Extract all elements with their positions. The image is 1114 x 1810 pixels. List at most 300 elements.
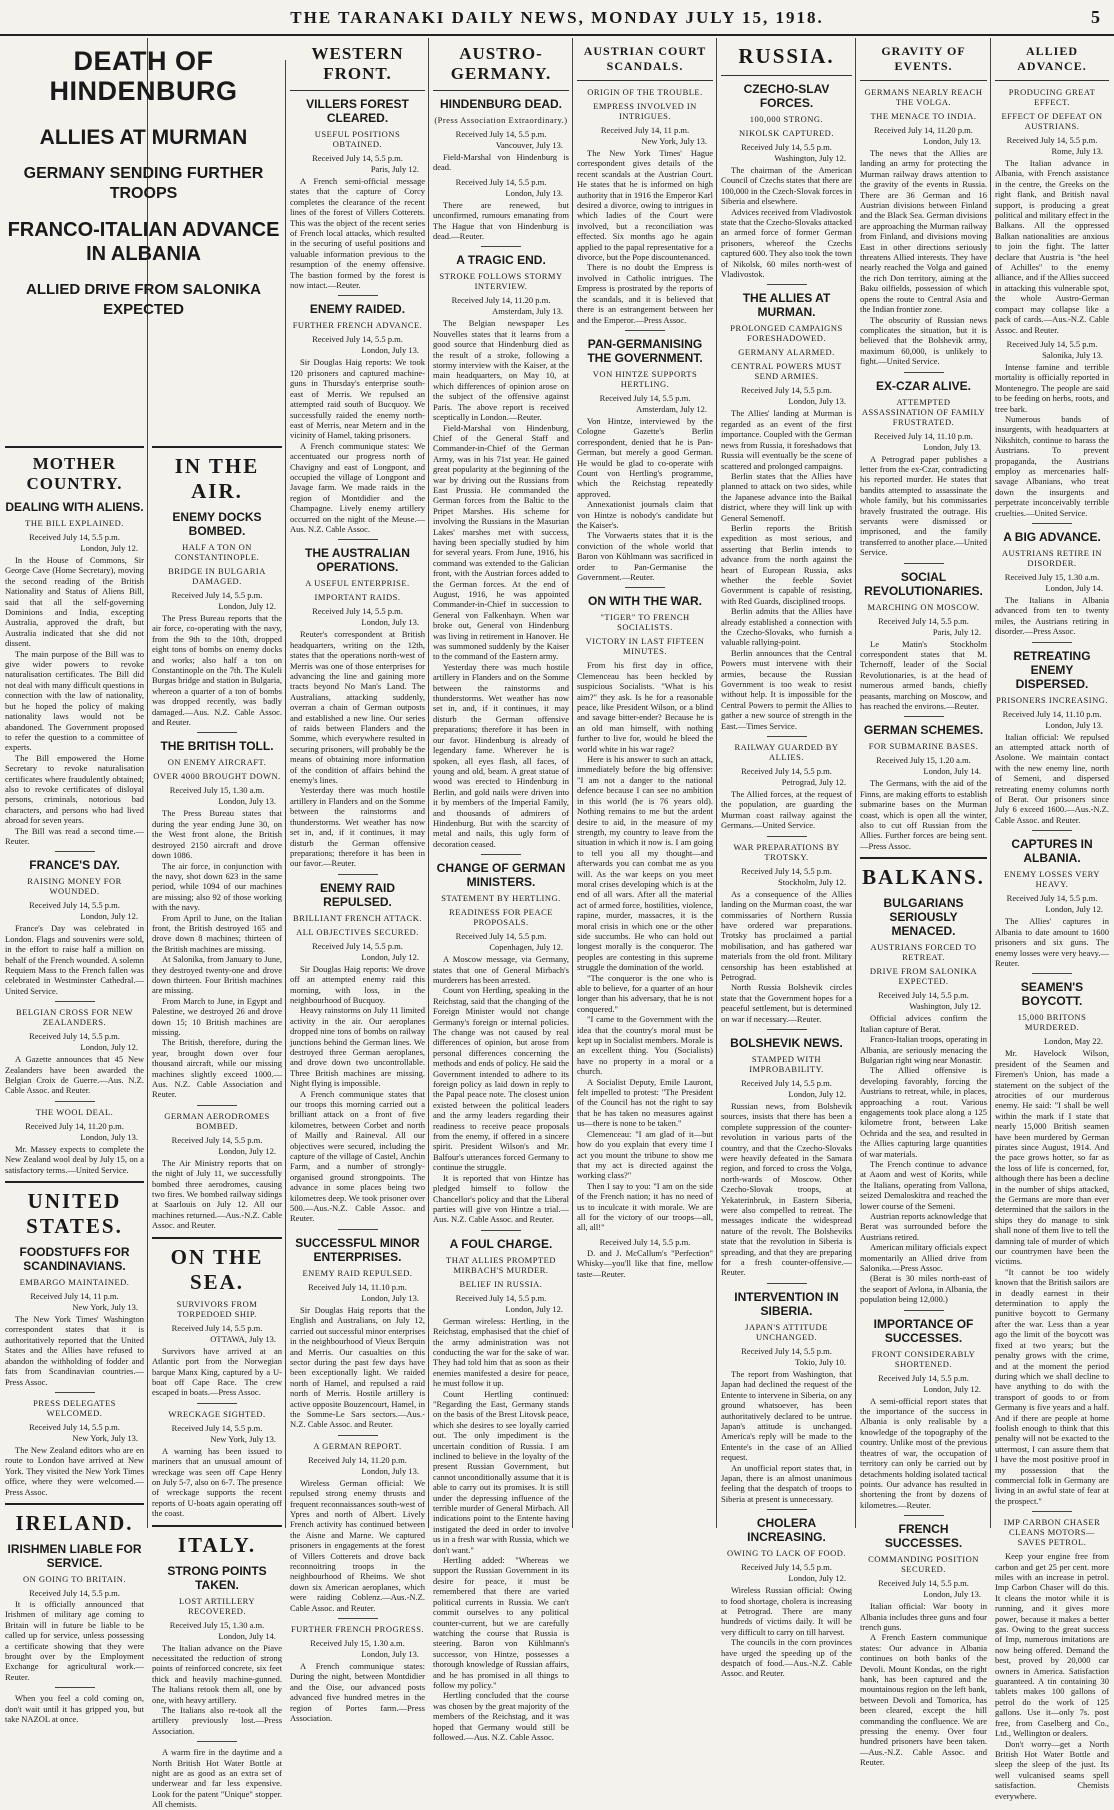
article-sub: CENTRAL POWERS MUST SEND ARMIES. — [731, 361, 842, 382]
article-sub: ENEMY LOSSES VERY HEAVY. — [1004, 869, 1100, 890]
article-head: CHOLERA INCREASING. — [747, 1516, 826, 1545]
received-line: Received July 14, 5.5 p.m. — [1006, 893, 1098, 904]
column-4 — [430, 38, 572, 1742]
dateline: Stockholm, July 12. — [777, 876, 846, 887]
paragraph: The Bill was read a second time.—Reuter. — [5, 825, 144, 846]
paragraph: The Italian advance in Albania, with French assistance in the centre, the Greeks on the right flank, and British naval support, is producing a great political and military effect in the Balkans. All the oppressed Balkan nationalities are anxious to join the fight. The latter declare that Austria is "the heel of Achilles" to the enemy alliance, and if the Allies succeed in attacking this vulnerable spot, the whole Austro-German compact may collapse like a pack of cards.—Aus.-N.Z. Cable Assoc. and Reuter. — [995, 158, 1109, 335]
article-sub: "TIGER" TO FRENCH SOCIALISTS. — [600, 612, 690, 633]
received-line: Received July 14, 5.5 p.m. — [312, 606, 403, 617]
paragraph: From April to June, on the Italian front, the British destroyed 165 and drove down 8 machines; thirteen of the British machines are missing. — [152, 912, 282, 954]
article-sub: LOST ARTILLERY RECOVERED. — [179, 1595, 255, 1616]
paragraph: Berlin admits that the Allies have already established a connection with the Czecho-Slovaks, who furnish a valuable rallying-point. — [721, 606, 852, 648]
article-sub: MARCHING ON MOSCOW. — [867, 601, 980, 612]
paragraph: The Bill empowered the Home Secretary to revoke naturalisation certificates where fraudulently obtained; also to revoke certificates of disloyal persons, criminals, notorious bad characters, and persons who had lived abroad for seven years. — [5, 752, 144, 826]
article-sub: THE MENACE TO INDIA. — [870, 111, 977, 121]
paragraph: Mr. Havelock Wilson, president of the Seamen and Firemen's Union, has made a statement on the subject of the atrocities of our murderous enemy. He said: "I shall be well within the mark if I state that nearly 15,000 British seamen have been murdered by German pirates since August, 1914. And the pace grows hotter, so far as the loss of life is concerned, for, although there has been a decline in the number of ships attacked, the Germans are more than ever determined that the sailors in the ships they do manage to sink shall none of them live to tell the damning tale of murder of which our countrymen have been the victims. — [995, 1048, 1109, 1267]
article-sub: ALL OBJECTIVES SECURED. — [296, 926, 419, 937]
received-line: Received July 15, 1.20 a.m. — [876, 755, 971, 766]
advertisement: D. and J. McCallum's "Perfection" Whisky—you'll like that fine, mellow taste—Reuter. — [577, 1247, 713, 1279]
article-sub: ON ENEMY AIRCRAFT. — [167, 757, 267, 768]
received-line: Received July 14, 5.5 p.m. — [171, 1134, 263, 1145]
column-3 — [287, 38, 428, 1724]
article-head: CHANGE OF GERMAN MINISTERS. — [436, 861, 566, 890]
paragraph: The main purpose of the Bill was to give wider powers to revoke naturalisation certificates. The Bill did not deal with many difficult questions in connection with the law of nationality, but he hoped the policy of making nationality laws would not be abandoned. The Government proposed to refer the question to a committee of experts. — [5, 648, 144, 753]
article-head: VILLERS FOREST CLEARED. — [306, 97, 409, 125]
column-rule — [990, 38, 991, 1528]
article-sub: (Press Association Extraordinary.) — [434, 115, 568, 125]
paragraph: Clemenceau: "I am glad of it—but how do you explain that every time I act you mount the tribune to show me that my act is directed against the working class?" — [577, 1128, 713, 1181]
paragraph: Italian official: War booty in Albania includes three guns and four trench guns. — [860, 1601, 987, 1632]
paragraph: Advices received from Vladivostok state that the Czecho-Slovaks attacked an armed force of former German prisoners, whereof the Czechs captured 600. They also took the town of Nikolsk, 60 miles north-west of Vladivostok. — [721, 206, 852, 280]
article-sub: SURVIVORS FROM TORPEDOED SHIP. — [176, 1298, 258, 1319]
paragraph: The news that the Allies are landing an army for protecting the Murman railway draws attention to the gravity of the events in Russia. There are 36 German and 16 Austrian divisions between Finland and the Black Sea. German divisions are approaching the Murman railway from Finland, and divisions moving East in other directions seriously threatens Allied interests. They have nearly reached the Volga and gained the rich Don territory, aiming at the Baku oilfields, possession of which opens the route to Central Asia and the Indian frontier zone. — [860, 148, 987, 315]
received-line: Received July 14, 11.10 p.m. — [1002, 708, 1102, 719]
paragraph: From March to June, in Egypt and Palestine, we destroyed 26 and drove down 15; 10 British machines are missing. — [152, 995, 282, 1037]
article-sub: PRESS DELEGATES WELCOMED. — [33, 1397, 116, 1418]
paragraph: There are renewed, but unconfirmed, rumours emanating from The Hague that von Hindenburg is dead.—Reuter. — [433, 199, 569, 242]
received-line: Received July 14, 5.5 p.m. — [455, 931, 547, 942]
received-line: Received July 14, 5.5 p.m. — [741, 1345, 832, 1356]
section-title: RUSSIA. — [738, 44, 835, 68]
column-1 — [2, 440, 147, 1724]
article-sub: STAMPED WITH IMPROBABILITY. — [749, 1053, 824, 1074]
paragraph: The Italian advance on the Piave necessitated the reduction of strong points of reinforced concrete, six feet thick and heavily machine-gunned. The Italians retook them all, one by one, with heavy artillery. — [152, 1642, 282, 1705]
dateline: London, July 13. — [788, 396, 846, 407]
advertisement: A warm fire in the daytime and a North British Hot Water Bottle at night are as good as an extra set of underwear and far less expensive. Look for the patent "Unique" stopper. All chemists. — [152, 1747, 282, 1810]
article-sub: DRIVE FROM SALONIKA EXPECTED. — [869, 966, 978, 987]
paragraph: It is officially announced that Irishmen of military age coming to Britain will in future be liable to be called up for service, unless possessing a certificate showing that they were brought over by the Employment Exchange for agricultural work.—Reuter. — [5, 1598, 144, 1682]
received-line: Received July 14, 5.5 p.m. — [1006, 338, 1098, 349]
article-sub: AUSTRIANS FORCED TO RETREAT. — [870, 942, 977, 963]
paragraph: Wireless Russian official: Owing to food shortage, cholera is increasing at Petrograd. There are many hundreds of victims daily. It will be very difficult to carry on till harvest. — [721, 1585, 852, 1637]
received-line: Received July 15, 1.30 a.m. — [169, 785, 265, 796]
dateline: London, July 13. — [361, 1465, 419, 1476]
paragraph: The New York Times' Washington correspondent states that it is authoritatively reported that the United States and the Allies have refused to abandon the withholding of fodder and fats from Scandinavian countries.—Press Assoc. — [5, 1314, 144, 1387]
paragraph: It is reported that von Hintze has pledged himself to follow the Chancellor's policy and that the Liberal parties will give von Hintze a trial.—Aus. N.Z. Cable Assoc. and Reuter. — [433, 1172, 569, 1225]
paragraph: Yesterday there was much hostile artillery in Flanders and on the Somme between the rainstorms and thunderstorms. Wet weather has now set in, and, if it continues, it may disturb the German offensive preparations; therefore it has been in our favor. Hindenburg is already of legendary fame. Wherever he is spoken, all eyes flash, all faces, of young and old, beam. A great statue of wood was erected to Hindenburg in Berlin, and gold nails were driven into it by members of the Imperial Family, and thousands of admirers of Hindenburg. But with the scarcity of metal and nails, this ugly form of decoration ceased. — [433, 661, 569, 849]
paragraph: The Allies' captures in Albania to date amount to 1600 prisoners and six guns. The enemy losses were very heavy.—Reuter. — [995, 916, 1109, 968]
received-line: Received July 14, 5.5 p.m. — [878, 1372, 969, 1383]
article-head: IRISHMEN LIABLE FOR SERVICE. — [7, 1541, 142, 1570]
received-line: Received July 15, 1.30 a.m. — [1004, 572, 1100, 582]
dateline: London, July 12. — [218, 601, 276, 611]
article-sub: GERMANS NEARLY REACH THE VOLGA. — [864, 87, 983, 107]
received-line: Received July 15, 1.30 a.m. — [310, 1638, 405, 1649]
dateline: London, July 12. — [361, 951, 419, 962]
headline-germany: GERMANY SENDING FURTHER TROOPS — [23, 165, 264, 202]
received-line: Received July 14, 5.5 p.m. — [741, 1077, 832, 1088]
received-line: Received July 14, 5.5 p.m. — [312, 334, 403, 345]
dateline: New York, July 13. — [210, 1433, 276, 1444]
received-line: Received July 14, 5.5 p.m. — [29, 900, 120, 911]
column-6 — [718, 38, 855, 1679]
paragraph: Yesterday there was much hostile artillery in Flanders and on the Somme between the rainstorms and thunderstorms. Wet weather has now set in, and, if it continues, it may disturb the German offensive preparations; therefore it has been in our favor.—Reuter. — [290, 785, 425, 869]
article-sub: EFFECT OF DEFEAT ON AUSTRIANS. — [1001, 111, 1103, 131]
dateline: London, July 12. — [1045, 904, 1103, 915]
dateline: London, July 12. — [80, 1042, 138, 1053]
paragraph: Berlin announces that the Central Powers must intervene with their armies, because the Russian Government is too weak to resist without help. It is impossible for the Central Powers to permit the Allies to gather a new source of strength in the East.—Times Service. — [721, 647, 852, 731]
dateline: London, July 13. — [923, 136, 981, 146]
paragraph: The Italians also re-took all the artillery previously lost.—Press Association. — [152, 1705, 282, 1736]
article-sub: GERMANY ALARMED. — [738, 347, 835, 358]
paragraph: Mr. Massey expects to complete the New Zealand wool deal by July 15, on a satisfactory terms.—United Service. — [5, 1143, 144, 1175]
article-sub: ENEMY RAID REPULSED. — [302, 1267, 413, 1278]
article-sub: VON HINTZE SUPPORTS HERTLING. — [592, 368, 698, 389]
headline-salonika: ALLIED DRIVE FROM SALONIKA EXPECTED — [26, 281, 261, 318]
received-line: Received July 14, 11 p.m. — [600, 125, 690, 135]
column-rule — [572, 38, 573, 1528]
received-line: Received July 14, 5.5 p.m. — [171, 590, 263, 600]
paragraph: Hertling concluded that the course was chosen by the great majority of the members of the Reichstag, and it was hoped that Germany would still be followed.—Aus. N.Z. Cable Assoc. — [433, 1690, 569, 1742]
paragraph: Sir Douglas Haig reports: We drove off an attempted enemy raid this morning, with loss, in the neighbourhood of Bucquoy. — [290, 963, 425, 1005]
paragraph: "I came to the Government with the idea that the country's moral must be kept up in Socialist members. Morale is an excellent thing. You (Socialists) have no property in a moral or a church. — [577, 1014, 713, 1077]
dateline: Vancouver, July 13. — [495, 140, 563, 150]
paragraph: There is no doubt the Empress is involved in Catholic intrigues. The Empress is prostrated by the reports of the scandals, and it is believed that there is an estrangement between her and the Emperor.—Press Assoc. — [577, 262, 713, 325]
dateline: London, July 12. — [923, 1383, 981, 1394]
article-head: DEALING WITH ALIENS. — [5, 500, 144, 514]
paragraph: Heavy rainstorms on July 11 limited activity in the air. Our aeroplanes dropped nine tons of bombs on railway junctions behind the German lines. We destroyed three German aeroplanes, and drove down two uncontrollable. Three British machines are missing. Night flying is impossible. — [290, 1005, 425, 1089]
received-line: Received July 14, 5.5 p.m. — [312, 153, 403, 163]
article-head: STRONG POINTS TAKEN. — [167, 1563, 267, 1592]
article-head: THE AUSTRALIAN OPERATIONS. — [305, 546, 410, 575]
article-head: IMPORTANCE OF SUCCESSES. — [873, 1316, 974, 1345]
received-line: Received July 14, 11.20 p.m. — [451, 295, 551, 306]
advertisement: When you feel a cold coming on, don't wait until it has gripped you, but take NAZOL at once. — [5, 1693, 144, 1724]
masthead — [0, 0, 1114, 36]
article-head: ENEMY RAIDED. — [309, 302, 406, 317]
article-sub: ON GOING TO BRITAIN. — [23, 1573, 126, 1584]
received-line: Received July 14, 5.5 p.m. — [741, 385, 832, 396]
paragraph: The New Zealand editors who are en route to London have arrived at New York. They visited the New York Times office, where they were welcomed.—Press Assoc. — [5, 1444, 144, 1497]
dateline: London, July 13. — [80, 1131, 138, 1142]
paragraph: (Berat is 30 miles north-east of the seaport of Avlona, in Albania, the population being 12,000.) — [860, 1273, 987, 1305]
advertisement: Don't worry—get a North British Hot Water Bottle and sleep the sleep of the just. Its well vulcanised seams spell satisfaction. Chemists everywhere. — [995, 1738, 1109, 1801]
paragraph: A Socialist Deputy, Emile Lauront, felt impelled to protest: "The President of the Council has not the right to say that he has taken no measures against us—there is none to be taken." — [577, 1076, 713, 1129]
article-sub: EMBARGO MAINTAINED. — [19, 1277, 130, 1288]
article-sub: 100,000 STRONG. — [749, 114, 824, 124]
article-sub: WRECKAGE SIGHTED. — [168, 1408, 266, 1419]
article-head: HINDENBURG DEAD. — [439, 97, 562, 111]
paragraph: Count von Hertling, speaking in the Reichstag, said that the changing of the Foreign Minister would not change Germany's foreign or internal policies. The change was not caused by real differences of opinion, but arose from personal differences concerning the methods and ends of policy. He said the Government intended to adhere to its foreign policy as laid down in reply to the Papal peace note. The closest union existed between the political leaders and the army leaders regarding their readiness to receive peace proposals from the enemy, if offered in a sincere spirit. President Wilson's and Mr. Balfour's utterances forced Germany to continue the struggle. — [433, 985, 569, 1173]
paragraph: German wireless: Hertling, in the Reichstag, emphasised that the chief of the army administration was not conducting the war for the sake of war. They had told him that as soon as their enemies manifested a desire for peace, he must follow it up. — [433, 1315, 569, 1389]
received-line: Received July 14, 11.20 p.m. — [25, 1120, 124, 1131]
paragraph: "It cannot be too widely known that the British sailors are in deadly earnest in their determination to apply the punitive boycott to Germany after the war. Less than a year ago the limit of the boycott was fixed at two years; but the penalty grows with the crime, and at the moment the period during which we shall decline to have anything to do with the transport of goods to or from Germany is five years and a half. And if there are people at home foolish enough to think that this penalty will not be exacted to the uttermost, I can assure them that I have the most positive proof in my possession that the commercial folk in Germany are living in an awful state of fear at the prospect." — [995, 1266, 1109, 1506]
article-sub: OVER 4000 BROUGHT DOWN. — [153, 771, 281, 782]
article-sub: COMMANDING POSITION SECURED. — [868, 1554, 979, 1575]
dateline: Tokio, July 10. — [795, 1356, 846, 1367]
article-sub: RAISING MONEY FOR WOUNDED. — [27, 876, 122, 897]
dateline: London, July 13. — [505, 187, 563, 198]
dateline: OTTAWA, July 13. — [210, 1333, 276, 1344]
article-sub: HALF A TON ON CONSTANTINOPLE. — [174, 542, 260, 562]
column-8 — [992, 38, 1112, 1801]
dateline: Rome, July 13. — [1051, 146, 1103, 156]
received-line: Received July 14, 11.10 p.m. — [308, 1281, 407, 1292]
article-head: CAPTURES IN ALBANIA. — [1011, 837, 1093, 866]
received-line: Received July 14, 5.5 p.m. — [29, 1587, 120, 1598]
paragraph: Here is his answer to such an attack, immediately before the big offensive: "I am not a danger to the national defence because I can see no ambition in this world (he is 76 years old). Nothing remains to me but the ardent desire to aid, in the measure of my strength, my country to leave from the situation in which it now is. I am going to tell you all my thought—and afterwards you can combat me as you will. As the war keeps on you meet moral crises developing which is at the end of all wars. After all the material act of armed force, hostilities, violence, rapine, murder, massacres, it is the moral crisis in which one or the other side succumbs. He who can hold out longest morally is the conqueror. The peoples are contesting in this supreme struggle the domination of the world. — [577, 754, 713, 973]
paragraph: The report from Washington, that Japan had declined the request of the Entente to intervene in Siberia, on any ground whatsoever, has been authoritatively declared to be untrue. Japan's attitude is unchanged. America's reply will be made to the Entente's in the case of an Allied request. — [721, 1368, 852, 1463]
section-title: AUSTRO-GERMANY. — [450, 44, 552, 83]
column-7 — [857, 38, 990, 1768]
paragraph: A Moscow message, via Germany, states that one of General Mirbach's murderers has been arrested. — [433, 954, 569, 985]
received-line: Received July 14, 5.5 p.m. — [599, 392, 691, 403]
article-head: THE ALLIES AT MURMAN. — [742, 291, 831, 320]
received-line: Received July 14, 5.5 p.m. — [455, 129, 547, 139]
paragraph: Von Hintze, interviewed by the Cologne Gazette's Berlin correspondent, denied that he is Pan-German, but merely a good German. He would be glad to co-operate with Count von Hertling's programme, which the Reichstag repeatedly approved. — [577, 415, 713, 499]
paragraph: A French semi-official message states that the capture of Corcy completes the clearance of the recent lines of the forest of Villers Cotterets. This was the object of the recent series of French local attacks, which resulted in the securing of useful positions and valuable information previous to the resumption of the enemy offensive. The bastion formed by the forest is now intact.—Reuter. — [290, 176, 425, 291]
dateline: London, July 13. — [361, 617, 419, 628]
paragraph: Wireless German official: We repulsed strong enemy thrusts and frequent reconnaissances south-west of Ypres and north of Albert. Lively French activity has continued between the Aisne and Marne. We captured prisoners in engagements at the forest of Villers Cotterets and drove back reconnoitring troops in the neighbourhood of Rheims. We shot down six American aeroplanes, which were raiding Coblenz.—Aus.-N.Z. Cable Assoc. and Reuter. — [290, 1477, 425, 1613]
article-head: BULGARIANS SERIOUSLY MENACED. — [883, 896, 964, 939]
paragraph: The councils in the corn provinces have urged the speeding up of the despatch of food.—Aus.-N.Z. Cable Assoc. and Reuter. — [721, 1637, 852, 1679]
article-sub: THE BILL EXPLAINED. — [25, 518, 124, 528]
dateline: London, July 12. — [80, 911, 138, 922]
paragraph: Sir Douglas Haig reports: We took 120 prisoners and captured machine-guns in Thursday's enterprise south-east of Merris. We repulsed an attempted raid south of Bucquoy. We successfully raided the enemy north-east of Merris, near Metern and in the vicinity of Hamel, taking prisoners. — [290, 357, 425, 441]
received-line: Received July 14, 5.5 p.m. — [878, 1578, 969, 1589]
dateline: London, May 22. — [1043, 1036, 1103, 1047]
article-head: A TRAGIC END. — [456, 253, 546, 268]
paragraph: At Salonika, from January to June, they destroyed twenty-one and drove down thirteen. Four British machines are missing. — [152, 954, 282, 996]
article-sub: FURTHER FRENCH ADVANCE. — [292, 320, 423, 331]
paragraph: Franco-Italian troops, operating in Albania, are seriously menacing the Bulgarian right wing near Monastir. — [860, 1034, 987, 1065]
dateline: Washington, July 12. — [774, 153, 846, 163]
article-head: FRANCE'S DAY. — [29, 858, 120, 873]
dateline: Paris, July 12. — [370, 164, 419, 174]
article-head: ENEMY DOCKS BOMBED. — [172, 510, 262, 538]
article-head: ON WITH THE WAR. — [588, 594, 702, 609]
paragraph: American military officials expect momentarily an Allied drive from Salonika.—Press Assoc. — [860, 1242, 987, 1274]
paragraph: The Press Bureau states that during the year ending June 30, on the West front alone, the British destroyed 2150 aircraft and drove down 1086. — [152, 808, 282, 861]
paragraph: Count Hertling continued: "Regarding the East, Germany stands on the basis of the Brest Litovsk peace, which she desires to see loyally carried out. The only impediment is the uncertain condition of Russia. I am inclined to believe in the loyalty of the present Russian Government, but cannot unconditionally assume that it is able to carry out its promises. It is still under the depressing influence of the terrible murder of General Mirbach. All indications point to the Entente having instigated the deed in order to involve us in a fresh war with Russia, which we don't want." — [433, 1388, 569, 1555]
page-number: 5 — [1091, 7, 1100, 27]
paragraph: The Air Ministry reports that on the night of July 11, we successfully bombed three aerodromes, causing two fires. We bombed railway sidings at Saarlouis on July 12. All our machines returned.—Aus.-N.Z. Cable Assoc. and Reuter. — [152, 1157, 282, 1231]
dateline: Petrograd, July 12. — [781, 777, 846, 788]
article-head: SEAMEN'S BOYCOTT. — [1020, 980, 1084, 1009]
article-sub: READINESS FOR PEACE PROPOSALS. — [449, 907, 553, 928]
dateline: London, July 13. — [361, 345, 419, 356]
article-head: THE BRITISH TOLL. — [160, 739, 274, 754]
paragraph: The obscurity of Russian news complicates the situation, but it is believed that the Bolshevik army, maximum 60,000, is unlikely to fight.—United Service. — [860, 314, 987, 367]
dateline: London, July 12. — [788, 1573, 846, 1584]
dateline: New York, July 13. — [72, 1432, 138, 1443]
received-line: Received July 14, 5.5 p.m. — [878, 990, 969, 1001]
article-sub: PRISONERS INCREASING. — [995, 694, 1109, 705]
paragraph: In the House of Commons, Sir George Cave (Home Secretary), moving the second reading of the British Nationality and Status of Aliens Bill, said that all the self-governing Dominions and India, excepting Australia, approved the draft, but Australia indicated that she did not dissent. — [5, 555, 144, 649]
column-rule — [855, 38, 856, 1528]
paragraph: As a consequence of the Allies landing on the Murman coast, the war commissaries of Northern Russia have ordered war preparations. Trotsky has proclaimed a partial mobilisation, and has gathered war materials from the old front. Military censorship has been established at Petrograd. — [721, 888, 852, 982]
received-line: Received July 14, 11 p.m. — [30, 1291, 119, 1302]
paragraph: Italian official: We repulsed an attempted attack north of Asolone. We maintain contact with the new enemy line, north of Semeni, and dispersed retreating enemy columns north of Berat. Our prisoners since July 6 exceed 1600.—Aus.-N.Z. Cable Assoc. and Reuter. — [995, 731, 1109, 825]
paragraph: The Germans, with the aid of the Finns, are making efforts to establish submarine bases on the Murman coast, which is open all the winter, also to cut off Russian from the Allies. Further forces are being sent.—Press Assoc. — [860, 778, 987, 851]
received-line: Received July 14, 5.5 p.m. — [878, 615, 969, 626]
article-sub: BRIDGE IN BULGARIA DAMAGED. — [168, 566, 266, 586]
article-sub: FRONT CONSIDERABLY SHORTENED. — [871, 1348, 976, 1369]
article-sub: STATEMENT BY HERTLING. — [441, 893, 561, 904]
paragraph: The air force, in conjunction with the navy, shot down 623 in the same period, while 1094 of our machines are missing; also 92 of those working with the navy. — [152, 860, 282, 913]
paragraph: Berlin states that the Allies have planned to attack on two sides, while the Japanese advance into the Baikal district, where they will link up with General Semenoff. — [721, 470, 852, 523]
column-rule — [716, 38, 717, 1528]
article-sub: USEFUL POSITIONS OBTAINED. — [314, 129, 401, 149]
paragraph: Austrian reports acknowledge that Berat was surrounded before the Austrians retired. — [860, 1211, 987, 1242]
article-head: PAN-GERMANISING THE GOVERNMENT. — [587, 336, 703, 365]
article-sub: FURTHER FRENCH PROGRESS. — [290, 1624, 425, 1635]
paragraph: Russian news, from Bolshevik sources, insists that there has been a complete suppression of the counter-revolution in various parts of the country, and that the Czecho-Slovaks were heavily defeated in the Samara region, and forced to cross the Volga, north-wards of Moscow. Other Czecho-Slovak troops, at Yekaterinbruk, in Eastern Siberia, were also compelled to retreat. The messages indicate the widespread nature of the revolt. The Bolsheviks state that the revolution in Siberia is spreading, and that they are preparing for a fresh counter-offensive.—Reuter. — [721, 1100, 852, 1278]
paragraph: Berlin reports the British expedition as most serious, and asserting that Berlin intends to advance from the north against the heart of European Russia, asks whether the feeble Soviet Government is capable of resisting, with Red Guards, disciplined troops. — [721, 522, 852, 606]
dateline: London, July 12. — [788, 1088, 846, 1099]
received-line: Received July 14, 5.5 p.m. — [599, 1236, 691, 1247]
received-line: Received July 14, 5.5 p.m. — [29, 532, 120, 542]
dateline: London, July 13. — [923, 1589, 981, 1600]
paragraph: A French communique states: We accentuated our progress north of Chavigny and east of Longpont, and occupied the village of Longpont and Javage farm. We made raids in the region of Montdidier and the Champagne. Lively enemy artillery occurred on the night of the Meuse.—Aus. N.Z. Cable Assoc. — [290, 440, 425, 534]
paragraph: Then I say to you: "I am on the side of the French nation; it has no need of us to inculcate it with morale. We are all for the victory of our troops—all, all, all!" — [577, 1180, 713, 1233]
paragraph: A French communique states that our troops this morning carried out a brilliant attack on a front of five kilometres, between Corbet and north of Mailly and Raineval. All our objectives were secured, including the capture of the village of Castel, Anchin Farm, and a number of strongly-organised ground strongpoints. The advance in some places being two kilometres deep. We took prisoner over 500.—Aus.-N.Z. Cable Assoc. and Reuter. — [290, 1088, 425, 1224]
article-sub: PRODUCING GREAT EFFECT. — [1008, 87, 1096, 107]
paragraph: The Press Bureau reports that the air force, co-operating with the navy, from the 9th to the 10th, dropped eight tons of bombs on enemy docks and works; also half a ton on Constantinople on the 7th. The Kuleli Burgas bridge and station in Bulgaria, whereon a quarter of a ton of bombs was dropped recently, was badly damaged.—Aus. N.Z. Cable Assoc. and Reuter. — [152, 613, 282, 728]
dateline: New York, July 13. — [641, 136, 707, 146]
received-line: Received July 14, 5.5 p.m. — [741, 766, 832, 777]
paragraph: The chairman of the American Council of Czechs states that there are 100,000 in the Czech-Slovak forces in Siberia and elsewhere. — [721, 165, 852, 207]
received-line: Received July 14, 5.5 p.m. — [29, 1421, 120, 1432]
article-head: CZECHO-SLAV FORCES. — [743, 82, 830, 110]
paragraph: The Allies' landing at Murman is regarded as an event of the first importance. Coupled with the German news from Russia, it foreshadows that Russia will eventually be the scene of scattered and prolonged campaigns. — [721, 408, 852, 471]
article-head: A BIG ADVANCE. — [1003, 530, 1101, 544]
article-sub: FOR SUBMARINE BASES. — [868, 741, 979, 752]
article-sub: WAR PREPARATIONS BY TROTSKY. — [733, 841, 840, 862]
dateline: London, July 14. — [923, 766, 981, 777]
received-line: Received July 14, 5.5 p.m. — [741, 1562, 832, 1573]
article-sub: IMPORTANT RAIDS. — [314, 592, 401, 603]
article-sub: A USEFUL ENTERPRISE. — [305, 578, 410, 589]
dateline: Copenhagen, July 12. — [489, 942, 563, 953]
article-sub: THAT ALLIES PROMPTED MIRBACH'S MURDER. — [446, 1254, 556, 1275]
paragraph: The New York Times' Hague correspondent gives details of the recent scandals at the Austrian Court. He states that he is informed on high authority that in 1916 the Emperor Karl desired a divorce, owing to intrigues in which ladies of the Court were involved, but a reconciliation was effected. Six months ago he again applied to the papal representative for a divorce, but the Pope discountenanced. — [577, 148, 713, 263]
section-title: MOTHER COUNTRY. — [26, 454, 123, 493]
article-sub: VICTORY IN LAST FIFTEEN MINUTES. — [585, 636, 705, 657]
article-head: INTERVENTION IN SIBERIA. — [734, 1289, 839, 1318]
article-sub: BELIEF IN RUSSIA. — [459, 1278, 543, 1289]
paragraph: A Gazette announces that 45 New Zealanders have been awarded the Belgian Croix de Guerre.—Aus. N.Z. Cable Assoc. and Reuter. — [5, 1054, 144, 1096]
section-title: AUSTRIAN COURT SCANDALS. — [583, 44, 707, 73]
article-sub: PROLONGED CAMPAIGNS FORESHADOWED. — [730, 323, 843, 344]
paragraph: Reuter's correspondent at British headquarters, writing on the 12th, states that the operations north-west of Merris was one of those enterprises for advancing the line and gaining more tracts beyond No Man's Land. The Australians, attacking suddenly, overran a chain of German outposts and established a new line. Our series of raids between Flanders and the Somme, which everywhere resulted in securing prisoners, will probably be the means of obtaining more information of the condition of affairs behind the enemy's lines. — [290, 629, 425, 786]
article-sub: THE WOOL DEAL. — [35, 1106, 114, 1117]
article-sub: RAILWAY GUARDED BY ALLIES. — [734, 742, 839, 763]
dateline: New York, July 13. — [72, 1302, 138, 1313]
paragraph: A French communique states: During the night, between Montdidier and the Oise, our advanced posts advanced five hundred metres in the region of Portes farm.—Press Association. — [290, 1661, 425, 1724]
paragraph: The British, therefore, during the year, brought down over four thousand aircraft, while our missing machines slightly exceed 1000.—Aus. N.Z. Cable Association and Reuter. — [152, 1037, 282, 1100]
article-head: GERMAN SCHEMES. — [863, 723, 984, 738]
received-line: Received July 14, 5.5 p.m. — [171, 1422, 263, 1433]
column-rule — [428, 38, 429, 1528]
received-line: Received July 14, 11.20 p.m. — [874, 125, 973, 135]
section-title: WESTERN FRONT. — [311, 44, 404, 83]
section-title: IN THE AIR. — [174, 454, 260, 503]
article-sub: OWING TO LACK OF FOOD. — [726, 1548, 847, 1559]
dateline: London, July 13. — [923, 441, 981, 452]
paragraph: Annexationist journals claim that von Hintze is nobody's candidate but the Kaiser's. — [577, 499, 713, 530]
article-sub: GERMAN AERODROMES BOMBED. — [164, 1110, 270, 1131]
paragraph: France's Day was celebrated in London. Flags and souvenirs were sold, in the effort to raise half a million on behalf of the French wounded. A solemn Requiem Mass to the French fallen was celebrated in Westminster Cathedral.—United Service. — [5, 923, 144, 996]
article-sub: 15,000 BRITONS MURDERED. — [1017, 1012, 1087, 1033]
paragraph: A semi-official report states that the importance of the success in Albania is only realisable by a knowledge of the topography of the country. Unlike most of the previous theatres of war, the occupation of territory can only be carried out by detachments holding isolated tactical points. Our advance has resulted in shortening the front by dozens of kilometres.—Reuter. — [860, 1395, 987, 1510]
headline-albania: FRANCO-ITALIAN ADVANCE IN ALBANIA — [7, 219, 280, 265]
paragraph: Le Matin's Stockholm correspondent states that M. Tchernoff, leader of the Social Revolutionaries, is at the head of numerous armed bands, chiefly peasants, marching on Moscow, and has reached the environs.—Reuter. — [860, 638, 987, 712]
article-head: BOLSHEVIK NEWS. — [730, 1035, 843, 1050]
dateline: London, July 12. — [505, 1303, 563, 1314]
section-title: UNITED STATES. — [26, 1189, 123, 1239]
section-title: BALKANS. — [862, 865, 985, 890]
paragraph: An unofficial report states that, in Japan, there is an almost unanimous feeling that the despatch of troops to Siberia at present is unnecessary. — [721, 1462, 852, 1504]
article-sub: BELGIAN CROSS FOR NEW ZEALANDERS. — [16, 1007, 133, 1028]
article-sub: ORIGIN OF THE TROUBLE. — [587, 87, 703, 97]
received-line: Received July 14, 5.5 p.m. — [312, 940, 403, 951]
received-line: Received July 14, 11.20 p.m. — [308, 1454, 407, 1465]
paragraph: "The conqueror is the one who is able to believe, for a quarter of an hour longer than his adversary, that he is not conquered." — [577, 972, 713, 1014]
headline-block — [2, 38, 285, 450]
received-line: Received July 15, 1.30 a.m. — [169, 1619, 265, 1630]
article-sub: A GERMAN REPORT. — [313, 1440, 402, 1451]
banner-headline: DEATH OF HINDENBURG — [49, 46, 238, 106]
article-sub: ATTEMPTED ASSASSINATION OF FAMILY FRUSTRATED. — [861, 396, 986, 427]
dateline: London, July 13. — [218, 796, 276, 807]
dateline: London, July 12. — [218, 1145, 276, 1156]
received-line: Received July 14, 5.5 p.m. — [455, 1292, 547, 1303]
article-head: FRENCH SUCCESSES. — [884, 1522, 963, 1551]
dateline: London, July 14. — [1045, 583, 1103, 593]
article-sub: JAPAN'S ATTITUDE UNCHANGED. — [745, 1321, 828, 1342]
paragraph: Sir Douglas Haig reports that the English and Australians, on July 12, carried out successful minor enterprises in the neighbourhood of Vieux Berquin and Merris. Our casualties on this sector during the past few days have been exceptionally light. We raided north of Hamel, and repulsed a raid north of Merris. Hostile artillery is active opposite Bouzencourt, Hamel, in the Somme-Le Sars sectors.—Aus.-N.Z. Cable Assoc. and Reuter. — [290, 1304, 426, 1430]
article-head: EX-CZAR ALIVE. — [876, 378, 971, 393]
article-head: FOODSTUFFS FOR SCANDINAVIANS. — [19, 1245, 130, 1274]
article-head: ENEMY RAID REPULSED. — [319, 880, 396, 909]
headline-murman: ALLIES AT MURMAN — [39, 126, 248, 149]
paragraph: A warning has been issued to mariners that an unusual amount of wreckage was seen off Cape Henry on July 5-7, also on 6-7. The presence of wreckage supports the recent reports of U-boats again operating off the coast. — [152, 1445, 282, 1519]
paragraph: A French Eastern communique states: Our advance in Albania continues on both banks of the Devoli. Mount Kondas, on the right bank, has been captured and the mountainous region on the left bank, between Devoli and Tomorica, has been cleared, except the hill commanding the confluence. We are pressing the enemy. Over four hundred prisoners have been taken.—Aus.-N.Z. Cable Assoc. and Reuter. — [860, 1632, 987, 1768]
dateline: Salonika, July 13. — [1042, 349, 1103, 360]
paragraph: Official advices confirm the Italian capture of Berat. — [860, 1013, 987, 1034]
section-title: ALLIED ADVANCE. — [1017, 44, 1087, 73]
article-sub: BRILLIANT FRENCH ATTACK. — [293, 912, 422, 923]
paragraph: The French continue to advance at Aaom and west of Korits, while the Italians, operating from Vallona, seized Demaloskitra and reached the lower course of the Semeni. — [860, 1158, 987, 1211]
article-head: A FOUL CHARGE. — [449, 1236, 553, 1251]
article-sub: STROKE FOLLOWS STORMY INTERVIEW. — [439, 271, 563, 292]
section-title: IRELAND. — [15, 1510, 134, 1535]
column-2 — [149, 440, 285, 1810]
received-line: Received July 14, 5.5 p.m. — [29, 1031, 120, 1042]
received-line: Received July 14, 5.5 p.m. — [1006, 135, 1098, 145]
paragraph: Survivors have arrived at an Atlantic port from the Norwegian barque Manx King, captured by a U-boat off Cape Race. The crew escaped in boats.—Press Assoc. — [152, 1345, 282, 1398]
article-head: SUCCESSFUL MINOR ENTERPRISES. — [295, 1235, 420, 1264]
paragraph: Numerous bands of insurgents, with headquarters at Nikshitch, continue to harass the Austrians. To prevent propaganda, the Austrians employ as mercenaries half-savage Albanians, who treat down the insurgents and perpetrate inconceivably terrible cruelties.—United Service. — [995, 413, 1109, 518]
received-line: Received July 14, 5.5 p.m. — [455, 176, 547, 187]
paragraph: From his first day in office, Clemenceau has been heckled by suspicious Socialists. "What is his aim?" they ask. Is he for a reasonable peace, like President Wilson, or a blind and savage bitter-ender? Because he is an old man himself, with nothing further to live for, would he bleed the world white in his war rage? — [577, 660, 713, 754]
paragraph: The Belgian newspaper Les Nouvelles states that it learns from a good source that Hindenburg died as the result of a stroke, following a stormy interview with the Kaiser, at the main headquarters, on May 10, at which differences of opinion arose on the subject of the offensive against Paris. The above report is received sceptically in London.—Reuter. — [433, 318, 569, 423]
article-sub: AUSTRIANS RETIRE IN DISORDER. — [1001, 548, 1103, 568]
paragraph: The Allied offensive is developing favorably, forcing the Austrians to retreat, while, in places, approaching a rout. Various engagements took place along a 125 kilometre front, between Lake Ochrida and the sea, and resulted in the Allies capturing large quantities of war materials. — [860, 1065, 987, 1159]
article-head: RETREATING ENEMY DISPERSED. — [1013, 648, 1091, 691]
paragraph: Field-Marshal von Hindenburg is dead. — [433, 152, 569, 173]
dateline: Amsterdam, July 13. — [492, 306, 563, 317]
dateline: London, July 13. — [361, 1649, 419, 1660]
dateline: Paris, July 12. — [932, 626, 981, 637]
section-title: GRAVITY OF EVENTS. — [881, 44, 966, 73]
article-sub: EMPRESS INVOLVED IN INTRIGUES. — [593, 101, 697, 121]
column-5 — [574, 38, 716, 1528]
article-sub: NIKOLSK CAPTURED. — [739, 128, 834, 138]
article-head: SOCIAL REVOLUTIONARIES. — [864, 569, 983, 598]
received-line: Received July 14, 5.5 p.m. — [171, 1322, 263, 1333]
